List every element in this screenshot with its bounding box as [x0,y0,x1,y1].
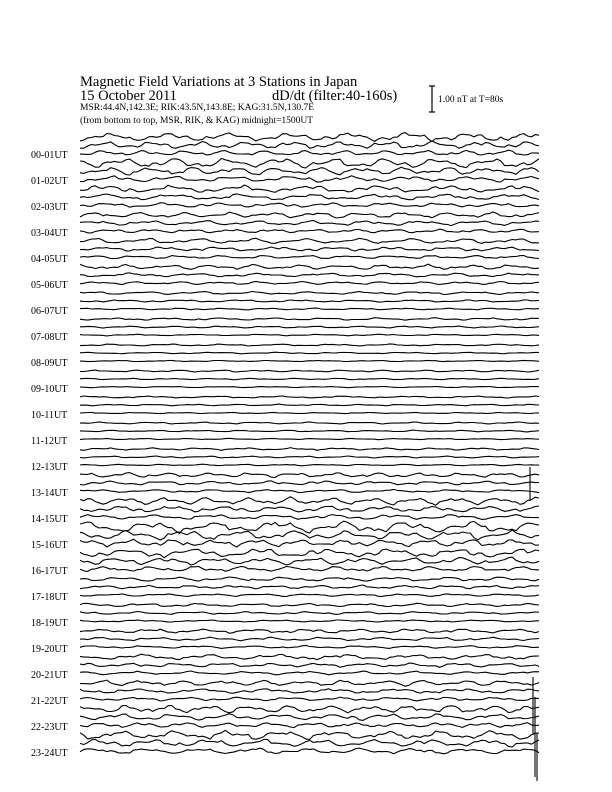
trace-RIK [80,273,539,277]
trace-MSR [80,229,539,233]
trace-RIK [80,167,539,175]
trace-KAG [80,603,539,606]
trace-RIK [80,430,539,432]
hour-row-17-18UT [31,577,539,603]
row-label: 04-05UT [31,254,68,265]
trace-RIK [80,194,539,200]
row-label: 12-13UT [31,462,68,473]
trace-RIK [80,481,539,485]
hour-row-02-03UT [31,185,539,213]
trace-MSR [80,412,539,413]
row-label: 10-11UT [31,410,68,421]
trace-MSR [80,308,539,310]
trace-KAG [80,318,539,321]
trace-MSR [80,594,539,597]
hour-row-06-07UT [31,292,539,318]
trace-RIK [80,637,539,641]
trace-KAG [80,577,539,581]
trace-RIK [80,585,539,589]
trace-KAG [80,422,539,424]
hour-row-20-21UT [31,654,539,681]
row-label: 03-04UT [31,228,68,239]
trace-RIK [80,141,539,148]
row-label: 11-12UT [31,436,68,447]
trace-spikes [530,467,537,781]
row-label: 23-24UT [31,748,68,759]
trace-RIK [80,506,539,512]
scale-label: 1.00 nT at T=80s [438,95,504,105]
trace-MSR [80,387,539,388]
hour-row-09-10UT [31,370,539,395]
row-label: 13-14UT [31,488,68,499]
chart-title: Magnetic Field Variations at 3 Stations in Japan [80,74,358,90]
trace-KAG [80,680,539,686]
hour-row-11-12UT [31,422,539,447]
trace-MSR [80,150,539,155]
trace-KAG [80,370,539,372]
trace-MSR [80,515,539,520]
trace-MSR [80,176,539,182]
trace-KAG [80,629,539,633]
hour-row-12-13UT [31,448,539,473]
row-label: 14-15UT [31,514,68,525]
trace-KAG [80,212,539,218]
row-label: 17-18UT [31,592,68,603]
hour-row-00-01UT [31,133,539,162]
row-label: 21-22UT [31,696,68,707]
trace-KAG [80,521,539,533]
row-label: 07-08UT [31,332,68,343]
trace-MSR [80,723,539,728]
hour-row-21-22UT [31,680,539,707]
trace-KAG [80,238,539,243]
trace-KAG [80,448,539,451]
trace-MSR [80,567,539,572]
trace-MSR [80,539,539,547]
hour-row-22-23UT [31,706,539,734]
hour-row-18-19UT [31,603,539,629]
trace-RIK [80,663,539,667]
trace-KAG [80,730,539,739]
trace-MSR [80,645,539,648]
trace-KAG [80,706,539,713]
row-label: 19-20UT [31,644,68,655]
hour-row-16-17UT [31,549,539,577]
trace-KAG [80,158,539,168]
trace-MSR [80,281,539,284]
trace-MSR [80,334,539,336]
station-order-note: (from bottom to top, MSR, RIK, & KAG) midnight=1500UT [80,116,314,126]
hour-row-05-06UT [31,264,539,291]
trace-KAG [80,264,539,269]
row-label: 00-01UT [31,150,68,161]
trace-KAG [80,473,539,478]
trace-RIK [80,739,539,747]
trace-rows [31,133,539,760]
trace-KAG [80,654,539,659]
hour-row-15-16UT [31,521,539,551]
trace-MSR [80,203,539,208]
row-label: 22-23UT [31,722,68,733]
row-label: 01-02UT [31,176,68,187]
trace-MSR [80,464,539,466]
trace-RIK [80,456,539,458]
row-label: 09-10UT [31,384,68,395]
trace-RIK [80,530,539,540]
hour-row-10-11UT [31,396,539,421]
trace-KAG [80,133,539,142]
trace-KAG [80,549,539,558]
trace-KAG [80,292,539,295]
trace-KAG [80,396,539,398]
trace-MSR [80,697,539,701]
hour-row-03-04UT [31,212,539,239]
row-label: 18-19UT [31,618,68,629]
trace-MSR [80,748,539,754]
trace-RIK [80,352,539,354]
trace-RIK [80,612,539,615]
row-label: 05-06UT [31,280,68,291]
hour-row-08-09UT [31,344,539,369]
trace-KAG [80,185,539,192]
hour-row-19-20UT [31,629,539,655]
trace-KAG [80,344,539,346]
row-label: 08-09UT [31,358,68,369]
trace-MSR [80,671,539,675]
trace-MSR [80,489,539,492]
row-label: 02-03UT [31,202,68,213]
row-label: 20-21UT [31,670,68,681]
trace-MSR [80,620,539,622]
trace-RIK [80,300,539,302]
station-coordinates: MSR:44.4N,142.3E; RIK:43.5N,143.8E; KAG:31.5N,130.7E [80,103,315,113]
row-label: 06-07UT [31,306,68,317]
hour-row-07-08UT [31,318,539,343]
trace-RIK [80,689,539,693]
trace-RIK [80,221,539,226]
trace-RIK [80,378,539,379]
hour-row-13-14UT [31,473,539,499]
chart-filter: dD/dt (filter:40-160s) [272,88,398,104]
trace-RIK [80,247,539,251]
trace-RIK [80,404,539,406]
trace-KAG [80,497,539,506]
chart-date: 15 October 2011 [80,88,177,104]
trace-MSR [80,256,539,259]
hour-row-23-24UT [31,730,539,759]
trace-MSR [80,360,539,361]
trace-MSR [80,438,539,439]
trace-RIK [80,326,539,328]
hour-row-04-05UT [31,238,539,265]
row-label: 15-16UT [31,540,68,551]
hour-row-14-15UT [31,497,539,525]
row-label: 16-17UT [31,566,68,577]
trace-RIK [80,714,539,721]
trace-RIK [80,557,539,565]
scale-bar [429,86,435,112]
hour-row-01-02UT [31,158,539,187]
